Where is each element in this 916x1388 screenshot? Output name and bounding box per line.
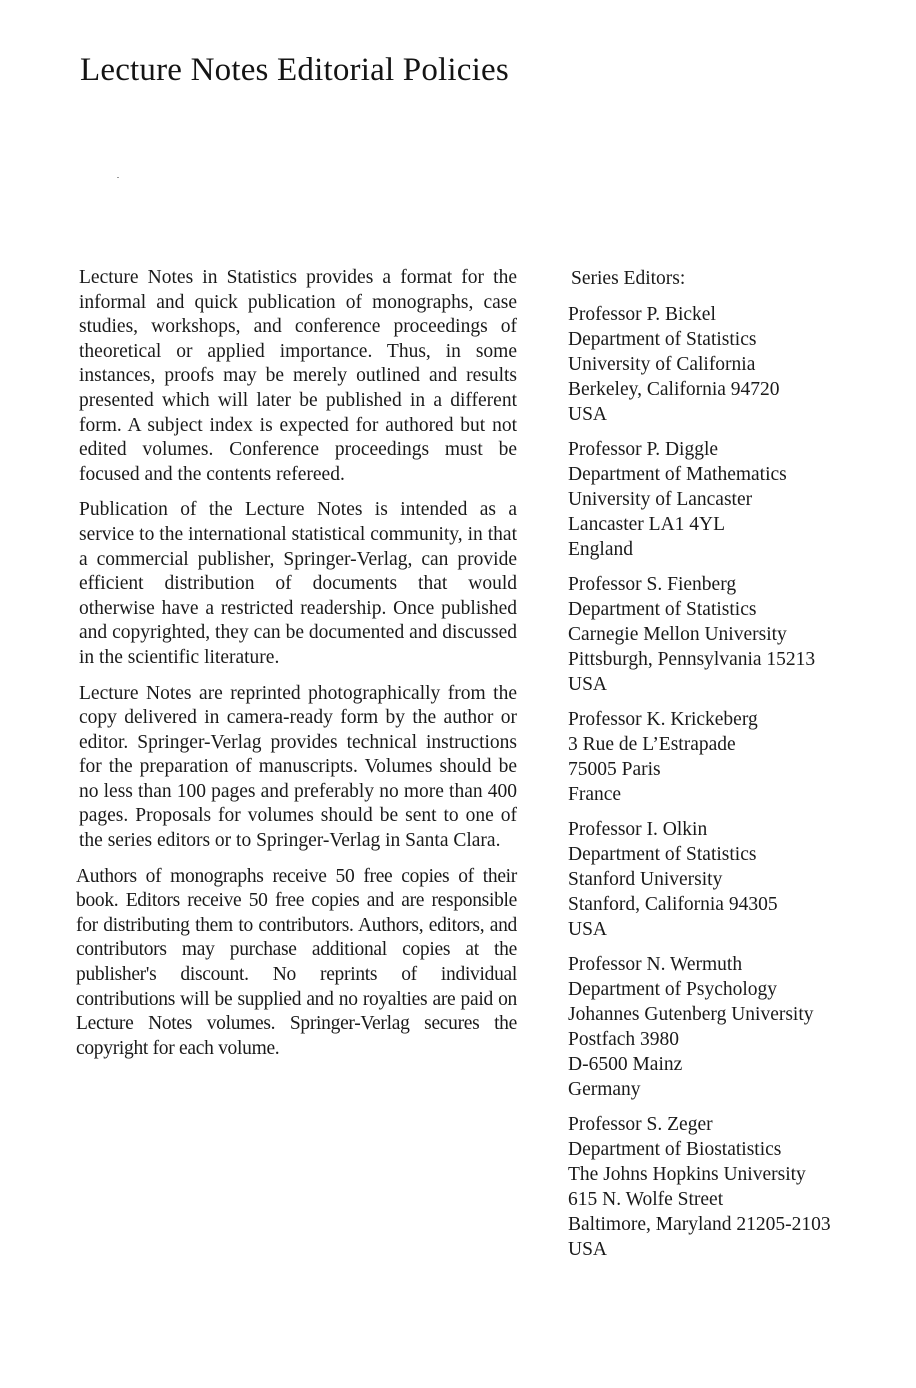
editor-name: Professor S. Zeger xyxy=(568,1114,713,1136)
editor-address-line: Baltimore, Maryland 21205-2103 xyxy=(568,1213,831,1235)
editor-entry xyxy=(568,1113,913,1262)
editor-address-line: University of Lancaster xyxy=(568,488,753,510)
policy-paragraph-format: Lecture Notes in Statistics provides a format for the informal and quick publication of monographs, case studies, workshops, and conference proceedings of theoretical or applied importance. Thus, in some instances, proofs may be merely outlined and results presented which will later be published in a different form. A subject index is expected for authored but not edited volumes. Conference proceedings must be focused and the contents refereed. xyxy=(79,267,517,485)
editor-entry xyxy=(568,708,913,808)
policy-text-column xyxy=(76,266,517,1072)
editor-name: Professor N. Wermuth xyxy=(568,954,743,976)
scan-speck xyxy=(117,177,119,178)
policy-paragraph-reprint: Lecture Notes are reprinted photographically from the copy delivered in camera-ready form by the author or editor. Springer-Verlag provides technical instructions for the preparation of manuscripts. Volumes should be no less than 100 pages and preferably no more than 400 pages. Proposals for volumes should be sent to one of the series editors or to Springer-Verlag in Santa Clara. xyxy=(79,682,517,852)
editor-address-line: 75005 Paris xyxy=(568,758,661,780)
editor-address-line: Johannes Gutenberg University xyxy=(568,1003,814,1025)
editor-address-line: Lancaster LA1 4YL xyxy=(568,513,726,535)
editor-entry xyxy=(568,438,913,563)
editor-address-line: Department of Statistics xyxy=(568,328,757,350)
editor-name: Professor I. Olkin xyxy=(568,819,708,841)
series-editors-label: Series Editors: xyxy=(571,268,686,289)
editor-address-line: Carnegie Mellon University xyxy=(568,623,787,645)
editor-address-line: 615 N. Wolfe Street xyxy=(568,1188,724,1210)
policy-paragraph-copies: Authors of monographs receive 50 free copies of their book. Editors receive 50 free copies and are responsible for distributing them to contributors. Authors, editors, and contributors may purchase additional copies at the publisher's discount. No reprints of individual contributions will be supplied and no royalties are paid on Lecture Notes volumes. Springer-Verlag secures the copyright for each volume. xyxy=(76,865,517,1059)
editor-address-line: USA xyxy=(568,918,608,940)
editor-address-line: France xyxy=(568,783,622,805)
editor-entry xyxy=(568,573,913,698)
editor-entry xyxy=(568,303,913,428)
editor-address-line: The Johns Hopkins University xyxy=(568,1163,806,1185)
editor-address-line: Department of Statistics xyxy=(568,598,757,620)
editor-address-line: Germany xyxy=(568,1078,641,1100)
editor-address-line: England xyxy=(568,538,633,560)
editor-name: Professor P. Diggle xyxy=(568,438,719,460)
editor-address-line: USA xyxy=(568,403,608,425)
editor-name: Professor K. Krickeberg xyxy=(568,709,758,730)
editor-address-line: Stanford, California 94305 xyxy=(568,893,778,915)
editor-address-line: Postfach 3980 xyxy=(568,1028,680,1050)
editor-address-line: Department of Psychology xyxy=(568,979,778,1001)
editor-address-line: Berkeley, California 94720 xyxy=(568,378,780,400)
editor-address-line: USA xyxy=(568,673,608,695)
editor-address-line: D-6500 Mainz xyxy=(568,1053,683,1075)
editor-name: Professor S. Fienberg xyxy=(568,573,737,595)
series-editors-list xyxy=(568,303,913,1263)
page-title: Lecture Notes Editorial Policies xyxy=(80,52,509,88)
editor-entry xyxy=(568,818,913,943)
editor-address-line: 3 Rue de L’Estrapade xyxy=(568,733,736,755)
editor-address-line: Stanford University xyxy=(568,868,723,890)
editor-entry xyxy=(568,953,913,1102)
editor-address-line: University of California xyxy=(568,353,756,375)
editor-address-line: Department of Biostatistics xyxy=(568,1139,782,1160)
editor-address-line: Department of Mathematics xyxy=(568,463,787,485)
editor-name: Professor P. Bickel xyxy=(568,303,716,325)
series-editors-column xyxy=(568,267,913,1273)
editor-address-line: Department of Statistics xyxy=(568,844,757,866)
policy-paragraph-publication: Publication of the Lecture Notes is intended as a service to the international statistical community, in that a commercial publisher, Springer-Verlag, can provide efficient distribution of documents that would otherwise have a restricted readership. Once published and copyrighted, they can be documented and discussed in the scientific literature. xyxy=(79,499,517,668)
editor-address-line: Pittsburgh, Pennsylvania 15213 xyxy=(568,648,816,670)
editor-address-line: USA xyxy=(568,1238,608,1260)
